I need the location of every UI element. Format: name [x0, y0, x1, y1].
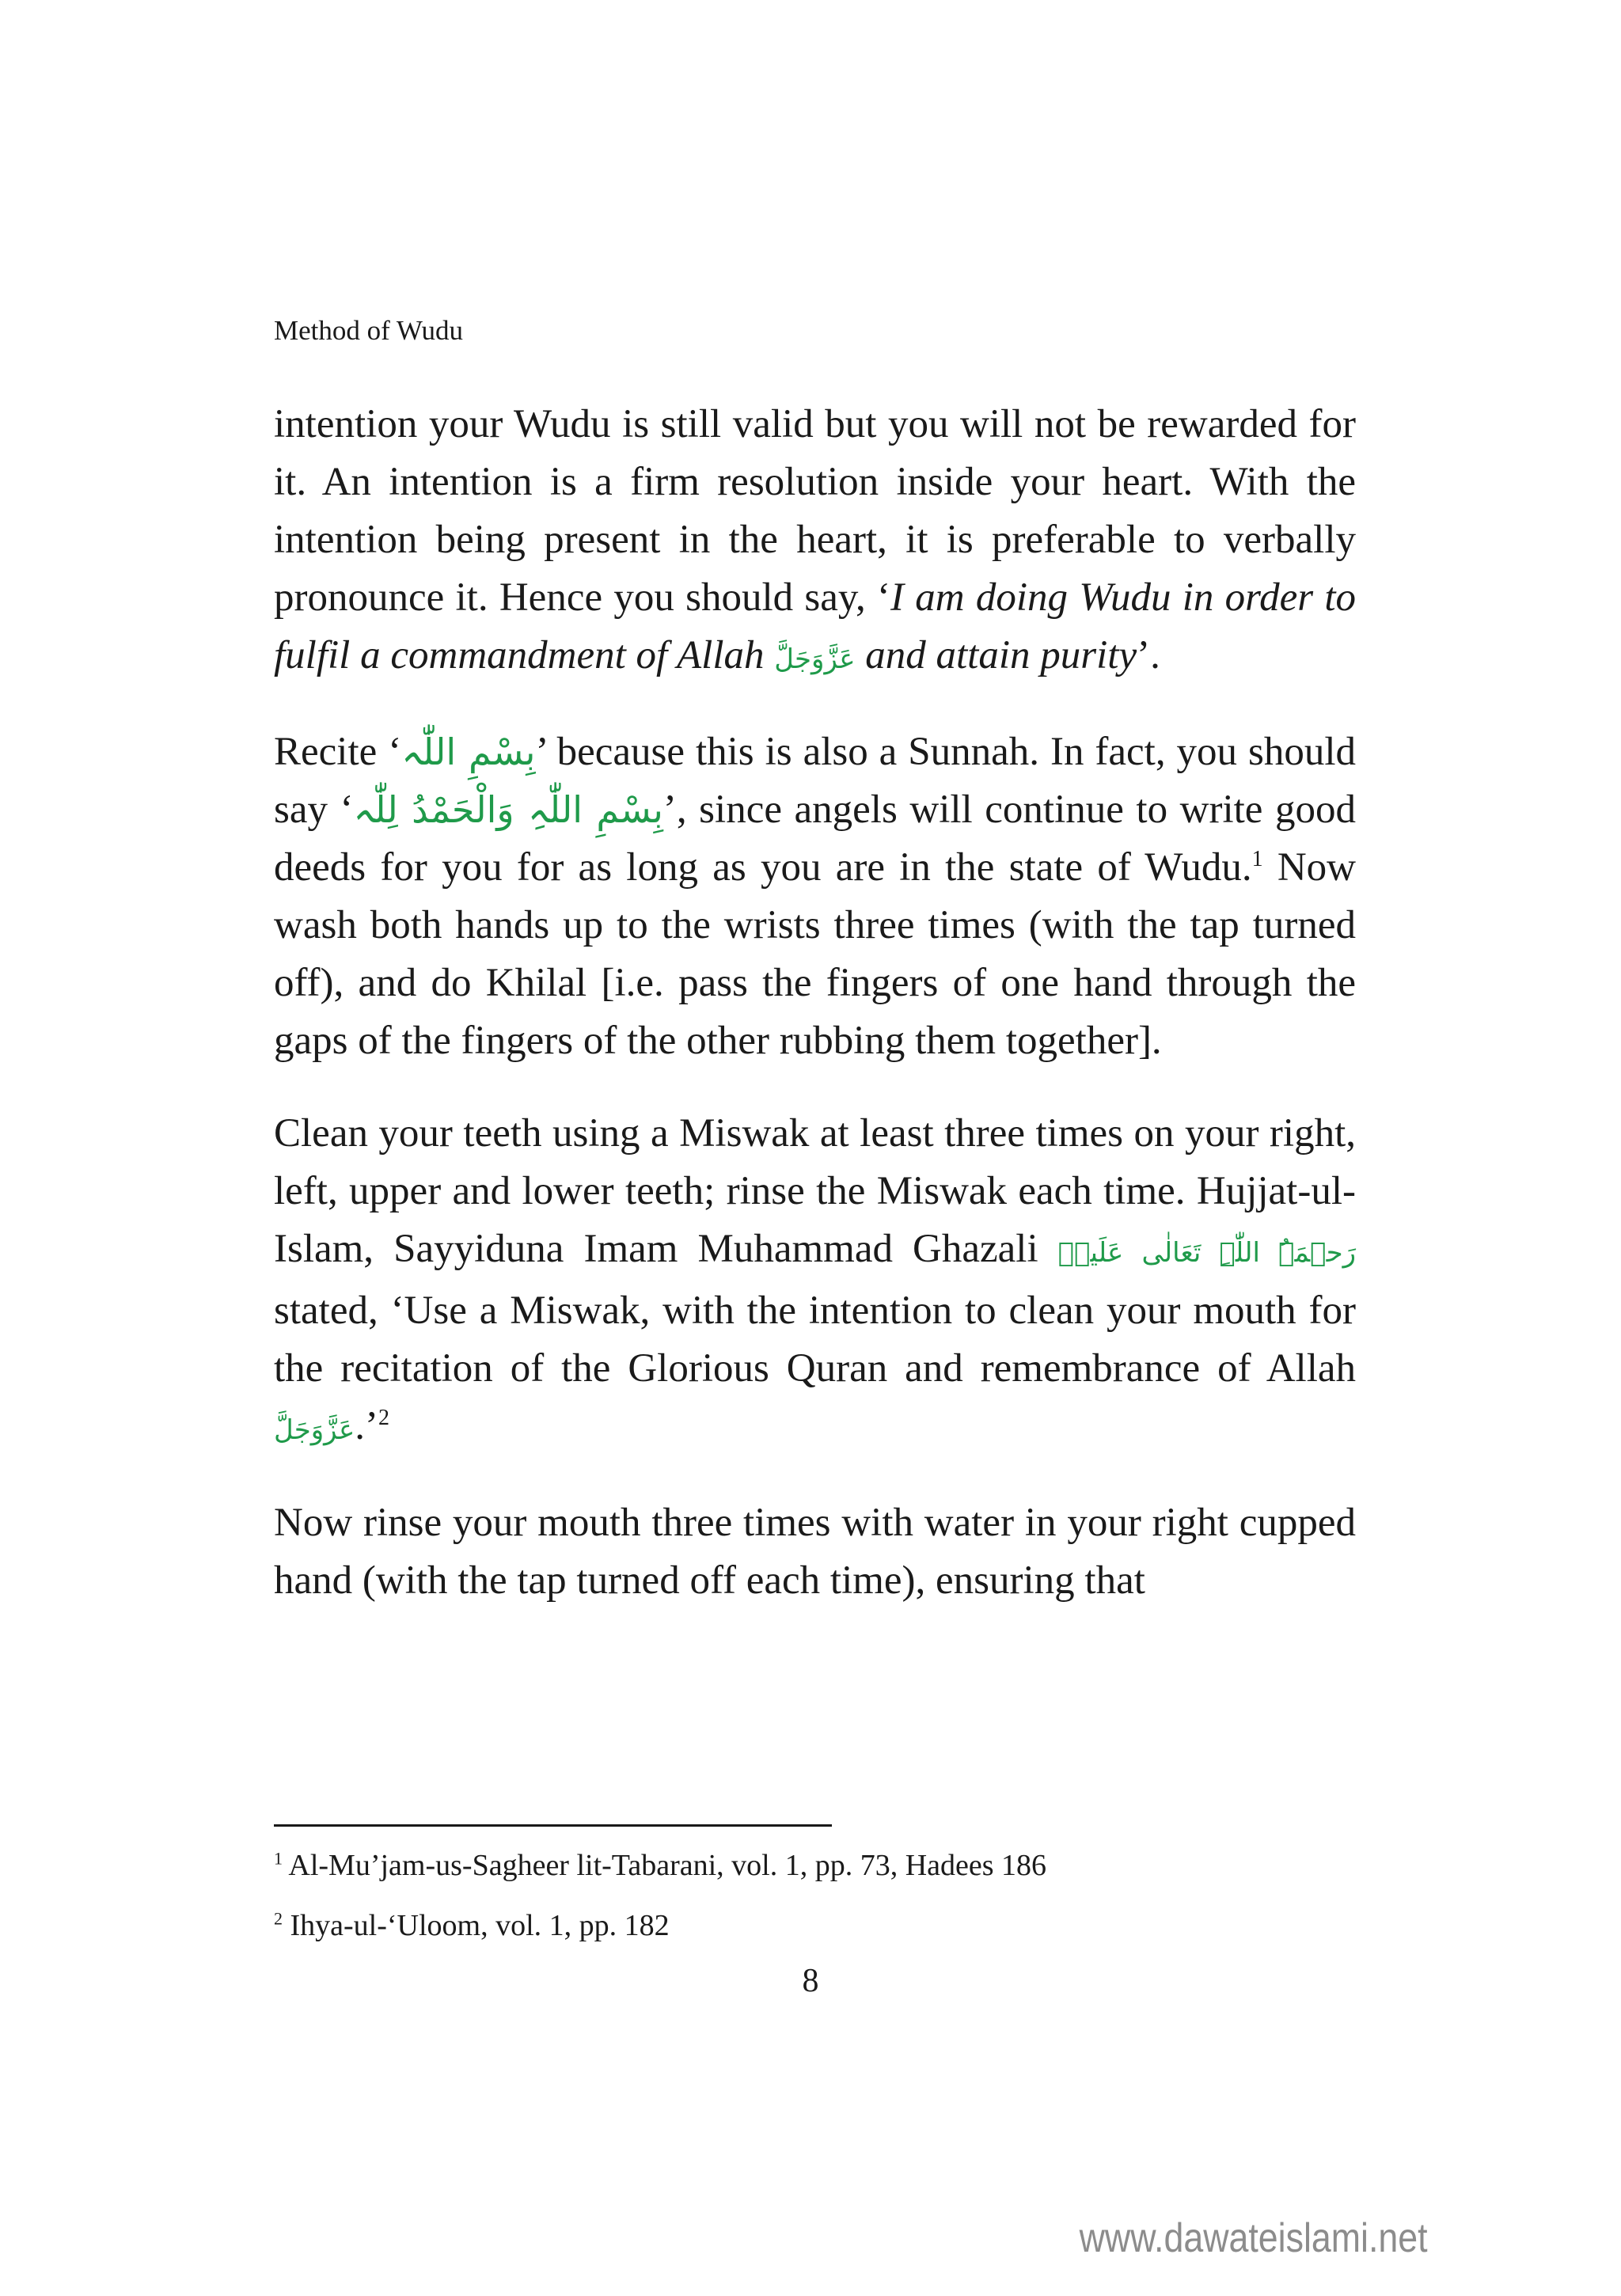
arabic-azza-wa-jal: عَزَّوَجَلَّ — [774, 643, 856, 675]
paragraph-1 — [274, 396, 1356, 689]
footnote-ref-2: 2 — [378, 1406, 389, 1430]
arabic-azza-wa-jal-2: عَزَّوَجَلَّ — [274, 1414, 355, 1446]
p3-text-2: stated, ‘Use a Miswak, with the intention to clean your mouth for the recitation of the Glorious Quran and remembrance of Allah — [274, 1288, 1356, 1391]
footnote-text-1: Al-Mu’jam-us-Sagheer lit-Tabarani, vol. 1, pp. 73, Hadees 186 — [283, 1849, 1047, 1882]
paragraph-3 — [274, 1105, 1356, 1459]
p3-text-1: Clean your teeth using a Miswak at least three times on your right, left, upper and lower teeth; rinse the Miswak each time. Hujjat-ul-Islam, Sayyiduna Imam Muhammad Ghazali — [274, 1111, 1356, 1271]
arabic-bismillah-wal-hamdulillah: بِسْمِ اللّٰہِ وَالْحَمْدُ لِلّٰہ — [353, 788, 663, 831]
p3-text-3: .’ — [355, 1404, 378, 1448]
footnotes — [274, 1846, 1356, 1966]
footnote-text-2: Ihya-ul-‘Uloom, vol. 1, pp. 182 — [283, 1909, 670, 1942]
paragraph-4 — [274, 1494, 1356, 1610]
p1-text-2: ’. — [1137, 633, 1160, 677]
footnote-divider — [274, 1824, 832, 1827]
p2-text-3: ’, since angels will continue to write good deeds for you for as long as you are in the state of Wudu. — [274, 787, 1356, 890]
footnote-1 — [274, 1846, 1356, 1885]
arabic-rahmatullah-alayh: رَحۡمَۃُ اللّٰہِ تَعَالٰی عَلَیۡہ — [1057, 1237, 1356, 1269]
p2-text-1: Recite ‘ — [274, 730, 402, 774]
footnote-2 — [274, 1906, 1356, 1945]
footnote-mark-1: 1 — [274, 1848, 283, 1869]
p1-italic-2: and attain purity — [855, 633, 1137, 677]
footnote-ref-1: 1 — [1251, 847, 1263, 871]
p1-italic-1: I am doing Wudu in order to fulfil a commandment of Allah — [274, 575, 1356, 677]
p1-text-1: intention your Wudu is still valid but you will not be rewarded for it. An intention is a firm resolution inside your heart. With the intention being present in the heart, it is preferable to verbally pronounce it. Hence you should say, ‘ — [274, 402, 1356, 620]
running-header: Method of Wudu — [274, 315, 464, 346]
p2-text-2: ’ because this is also a Sunnah. In fact, you should say ‘ — [274, 730, 1356, 832]
body-text — [274, 396, 1356, 1645]
p2-text-4: Now wash both hands up to the wrists three times (with the tap turned off), and do Khilal [i.e. pass the fingers of one hand through the gaps of the fingers of the other rubbing them together]. — [274, 845, 1356, 1063]
p4-text-1: Now rinse your mouth three times with water in your right cupped hand (with the tap turned off each time), ensuring that — [274, 1501, 1356, 1603]
footnote-mark-2: 2 — [274, 1908, 283, 1929]
watermark: www.dawateislami.net — [1080, 2215, 1428, 2261]
paragraph-2 — [274, 723, 1356, 1070]
arabic-bismillah: بِسْمِ اللّٰہ — [401, 731, 536, 773]
page-number: 8 — [802, 1963, 819, 1999]
